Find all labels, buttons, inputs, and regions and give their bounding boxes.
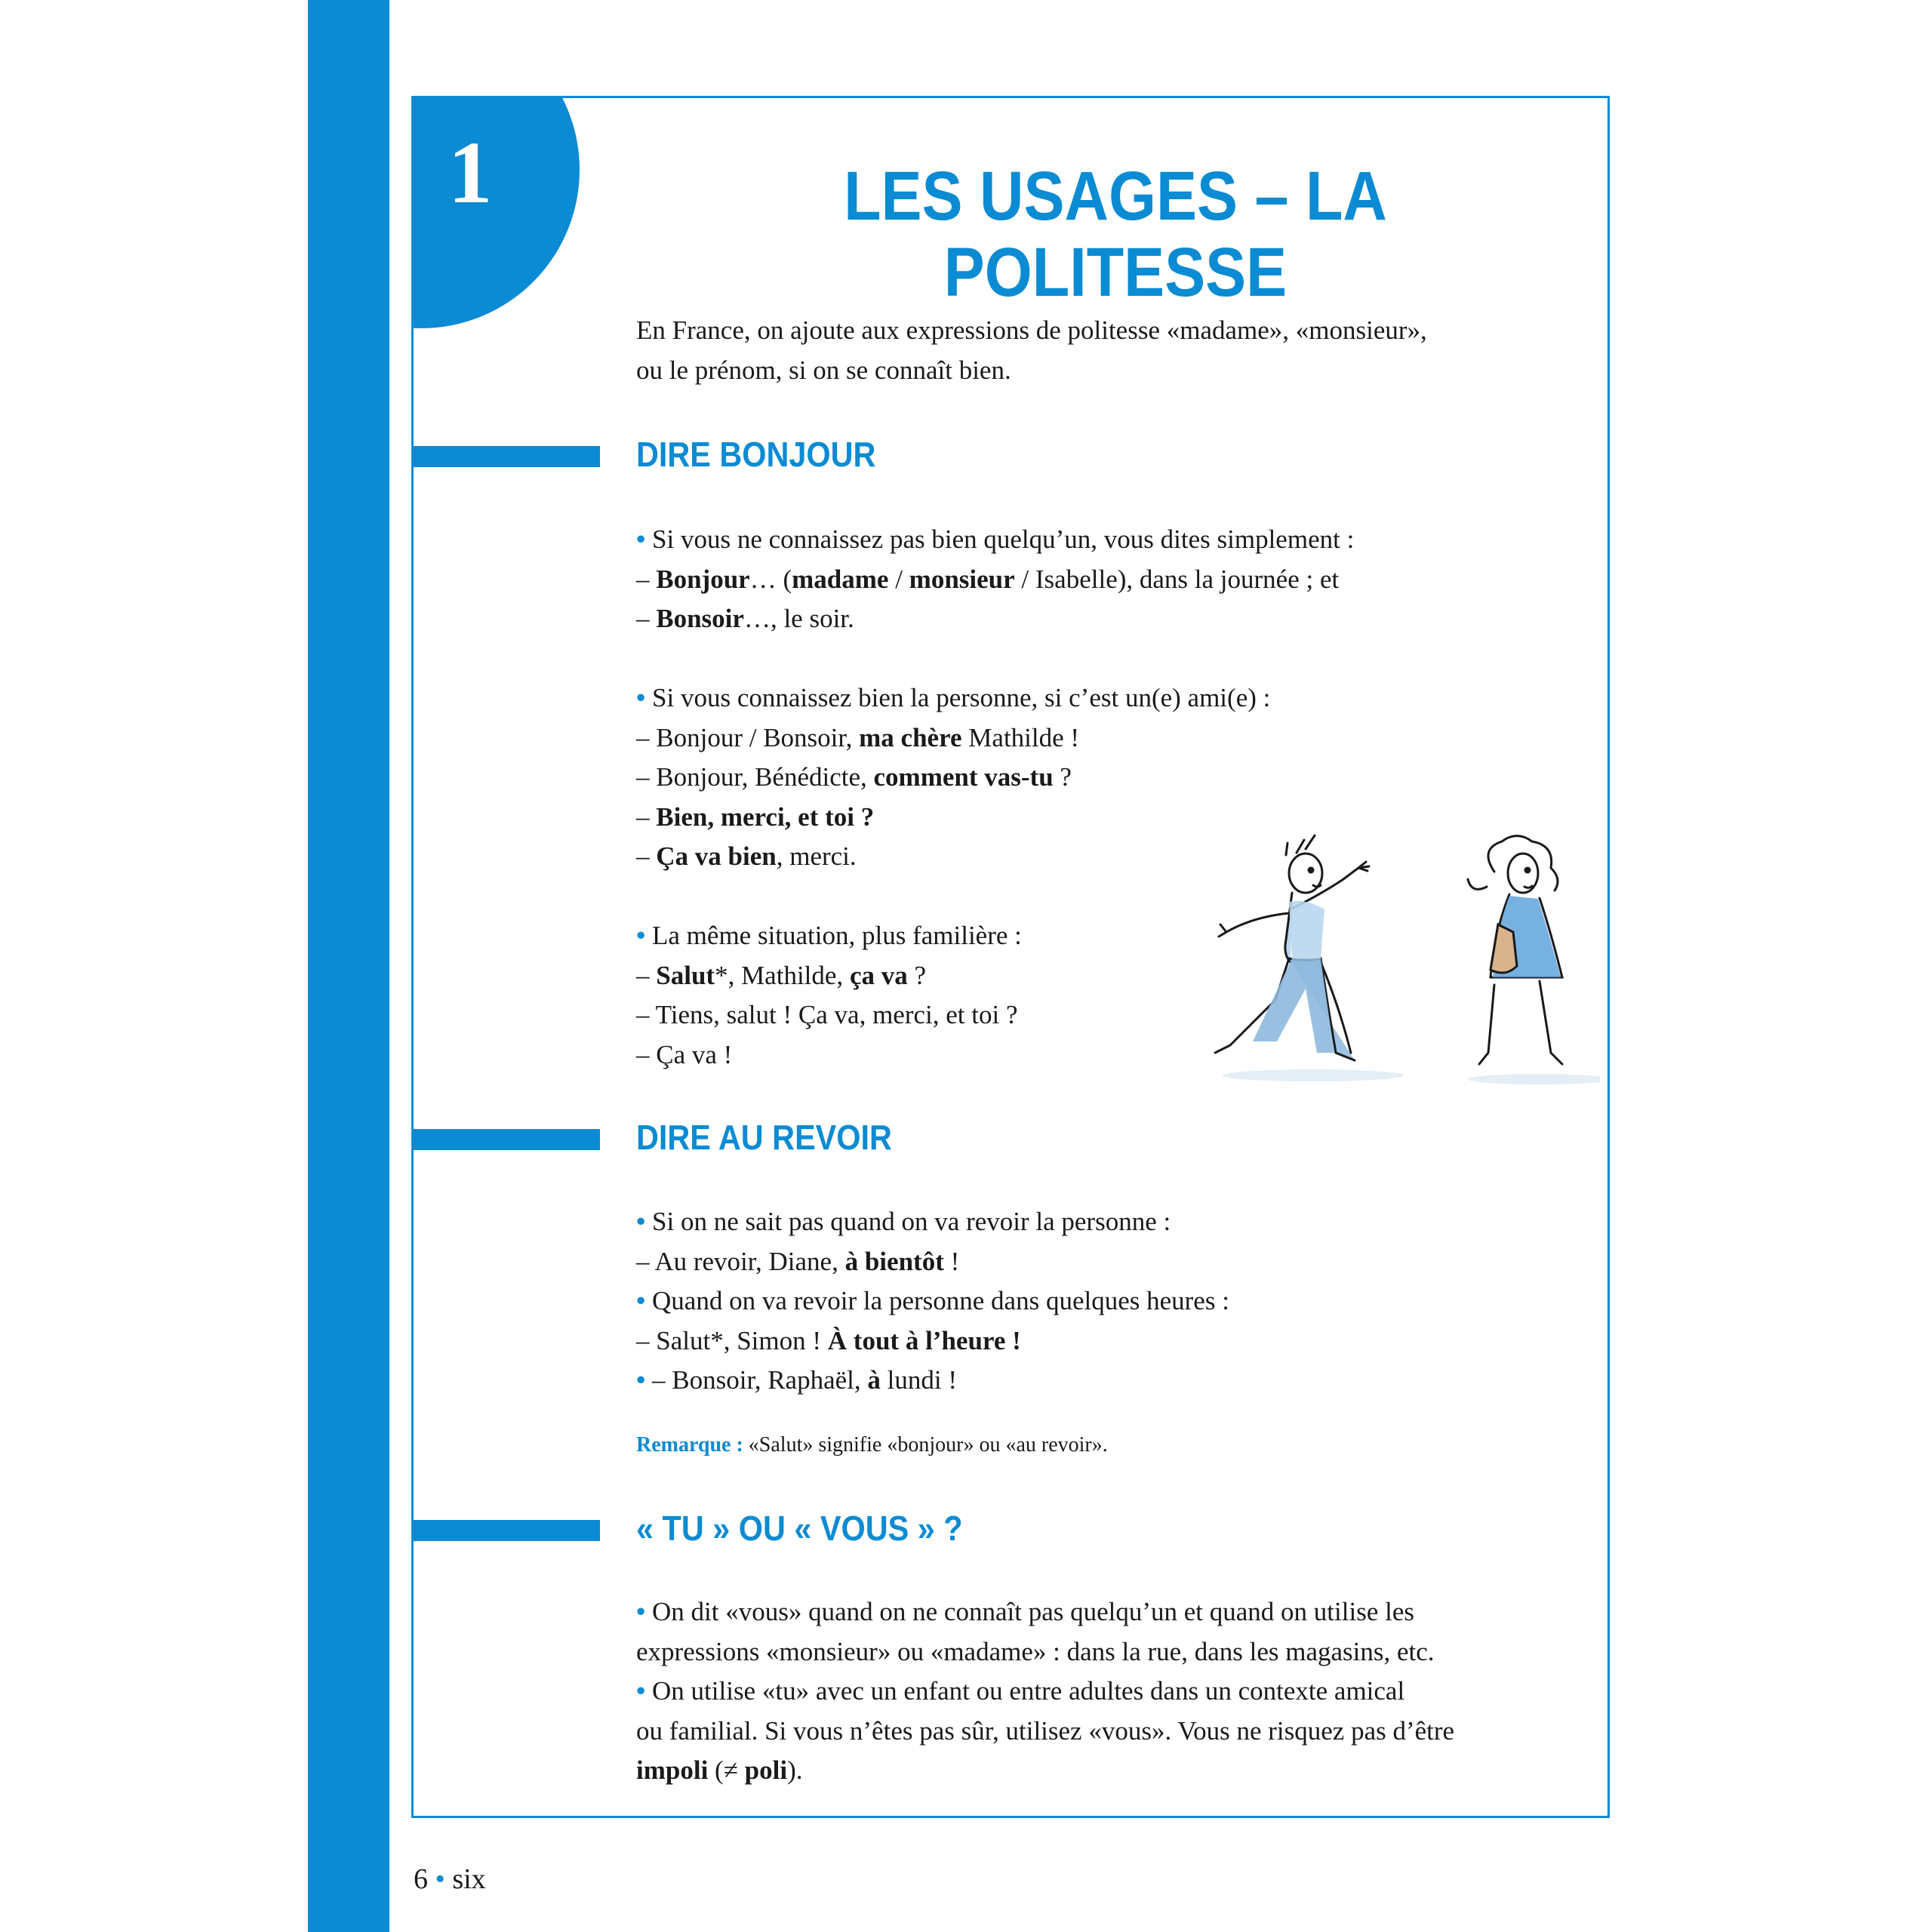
section-bar: [411, 1520, 600, 1541]
tuvous-block: • On dit «vous» quand on ne connaît pas quelqu’un et quand on utilise les expressions «monsieur» ou «madame» : dans la rue, dans les magasins, etc. • On utilise «tu» avec un enfant ou entre adultes dans un contexte amical ou familial. Si vous n’êtes pas sûr, utilisez «vous». Vous ne risquez pas d’être impoli (≠ poli).: [636, 1597, 1455, 1785]
page-footer: [414, 1863, 486, 1896]
page-spine-band: [308, 0, 389, 1932]
bullet: •: [636, 1207, 646, 1236]
remark-text: «Salut» signifie «bonjour» ou «au revoir».: [743, 1433, 1108, 1457]
bullet: •: [636, 921, 646, 950]
section-bar: [411, 446, 600, 467]
bonjour-block-2: • Si vous connaissez bien la personne, si c’est un(e) ami(e) : – Bonjour / Bonsoir, ma chère Mathilde ! – Bonjour, Bénédicte, comment vas-tu ? – Bien, merci, et toi ? – Ça va bien, merci.: [636, 683, 1271, 871]
bullet: •: [636, 683, 646, 712]
intro-paragraph: [636, 311, 1580, 390]
bullet: •: [636, 525, 646, 554]
remark-label: Remarque :: [636, 1433, 743, 1457]
page-number-word: six: [452, 1863, 486, 1895]
chapter-number: 1: [448, 123, 493, 222]
intro-line: ou le prénom, si on se connaît bien.: [636, 355, 1011, 385]
section-title-tuvous: « TU » OU « VOUS » ?: [636, 1509, 963, 1548]
intro-line: En France, on ajoute aux expressions de politesse «madame», «monsieur»,: [636, 315, 1427, 345]
bonjour-block-1: • Si vous ne connaissez pas bien quelqu’un, vous dites simplement : – Bonjour… (madame / monsieur / Isabelle), dans la journée ; et – Bonsoir…, le soir.: [636, 525, 1355, 633]
bonjour-block-3: • La même situation, plus familière : – Salut*, Mathilde, ça va ? – Tiens, salut ! Ça va, merci, et toi ? – Ça va !: [636, 921, 1022, 1069]
page-number: 6: [414, 1863, 428, 1895]
footer-separator: •: [435, 1863, 445, 1895]
bullet: •: [636, 1365, 646, 1395]
bullet: •: [636, 1286, 646, 1315]
section-bar: [411, 1129, 600, 1150]
bullet: •: [636, 1597, 646, 1626]
section-title-revoir: DIRE AU REVOIR: [636, 1118, 892, 1157]
section-title-bonjour: DIRE BONJOUR: [636, 435, 876, 474]
page-title: LES USAGES – LA POLITESSE: [844, 158, 1387, 312]
bullet: •: [636, 1676, 646, 1706]
greeting-illustration: [1208, 826, 1600, 1106]
revoir-block: • Si on ne sait pas quand on va revoir la personne : – Au revoir, Diane, à bientôt ! • Quand on va revoir la personne dans quelques heures : – Salut*, Simon ! À tout à l’heure ! • – Bonsoir, Raphaël, à lundi !: [636, 1207, 1229, 1395]
remark-note: [636, 1430, 1108, 1460]
